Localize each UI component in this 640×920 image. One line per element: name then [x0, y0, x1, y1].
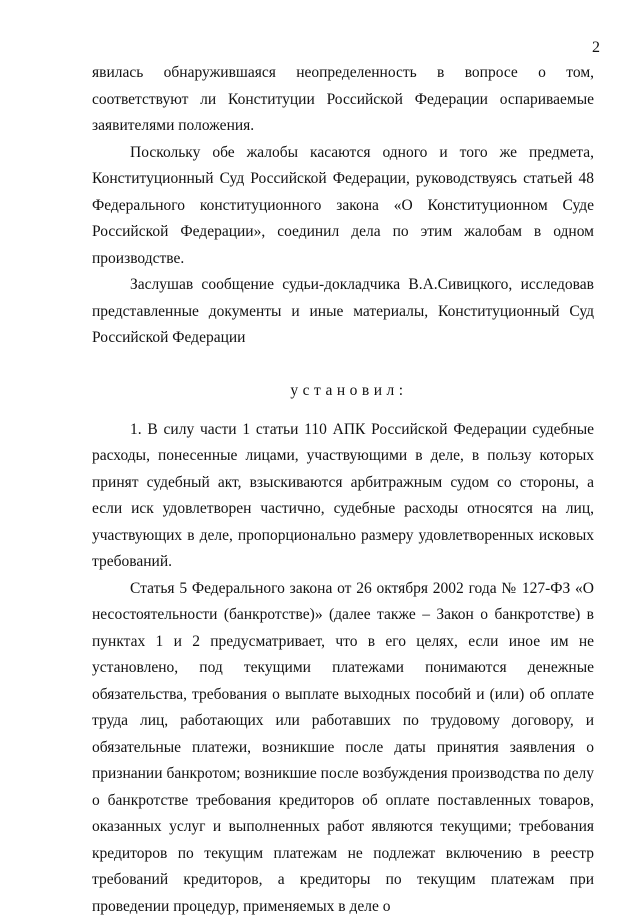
page-number: 2	[592, 38, 600, 58]
paragraph-complaints-joined: Поскольку обе жалобы касаются одного и того же предмета, Конституционный Суд Российской Федерации, руководствуясь статьей 48 Федерального конституционного закона «О Конституционном Суде Российской Федерации», соединил дела по этим жалобам в одном производстве.	[92, 140, 594, 273]
section-heading: установил:	[92, 378, 594, 405]
paragraph-item-1: 1. В силу части 1 статьи 110 АПК Российской Федерации судебные расходы, понесенные лицами, участвующими в деле, в пользу которых принят судебный акт, взыскиваются арбитражным судом со стороны, а если иск удовлетворен частично, судебные расходы относятся на лиц, участвующих в деле, пропорционально размеру удовлетворенных исковых требований.	[92, 417, 594, 576]
paragraph-article-5: Статья 5 Федерального закона от 26 октября 2002 года № 127-ФЗ «О несостоятельности (банкротстве)» (далее также – Закон о банкротстве) в пунктах 1 и 2 предусматривает, что в его целях, если иное им не установлено, под текущими платежами понимаются денежные обязательства, требования о выплате выходных пособий и (или) об оплате труда лиц, работающих или работавших по трудовому договору, и обязательные платежи, возникшие после даты принятия заявления о признании банкротом; возникшие после возбуждения производства по делу о банкротстве требования кредиторов об оплате поставленных товаров, оказанных услуг и выполненных работ являются текущими; требования кредиторов по текущим платежам не подлежат включению в реестр требований кредиторов, а кредиторы по текущим платежам при проведении процедур, применяемых в деле о	[92, 576, 594, 920]
paragraph-continuation: явилась обнаружившаяся неопределенность в вопросе о том, соответствуют ли Конституции Российской Федерации оспариваемые заявителями положения.	[92, 60, 594, 140]
document-body	[92, 60, 594, 920]
paragraph-hearing: Заслушав сообщение судьи-докладчика В.А.Сивицкого, исследовав представленные документы и иные материалы, Конституционный Суд Российской Федерации	[92, 272, 594, 352]
